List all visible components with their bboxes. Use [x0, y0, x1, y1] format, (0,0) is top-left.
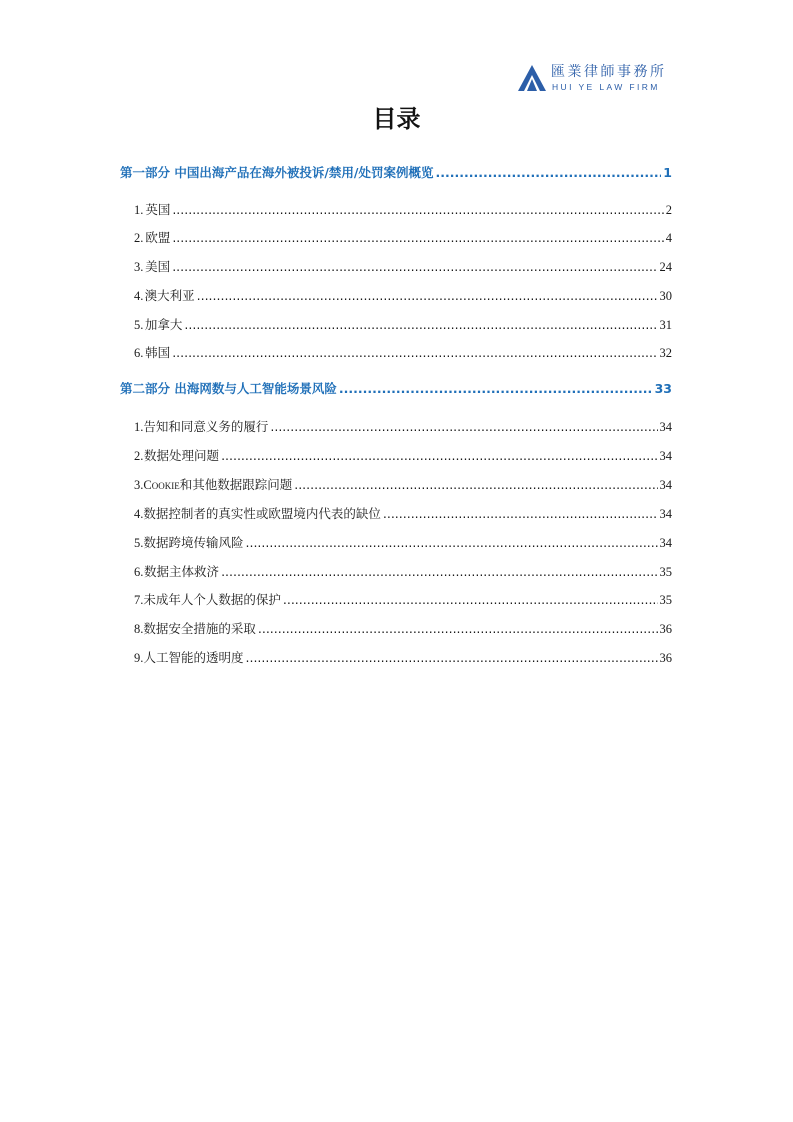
toc-item-label: 数据主体救济 [144, 564, 220, 579]
toc-page-number: 2 [665, 203, 672, 217]
toc-item[interactable] [120, 534, 672, 552]
toc-item-number: 1. [134, 203, 144, 217]
toc-leader-dots [221, 447, 657, 465]
toc-item[interactable] [120, 649, 672, 667]
toc-item[interactable] [120, 476, 672, 494]
toc-item-label: 加拿大 [144, 317, 183, 332]
toc-leader-dots [172, 258, 657, 276]
toc-leader-dots [197, 287, 658, 305]
toc-page-number: 35 [659, 565, 672, 579]
toc-item-label: 欧盟 [145, 230, 171, 245]
toc-leader-dots [294, 476, 657, 494]
toc-leader-dots [258, 620, 658, 638]
toc-item-label: 澳大利亚 [144, 288, 195, 303]
toc-page-number: 30 [659, 289, 672, 303]
toc-item-label: 和其他数据跟踪问题 [179, 477, 293, 492]
toc-leader-dots [339, 380, 653, 398]
toc-item-number: 2. [134, 449, 144, 463]
toc-leader-dots [246, 534, 658, 552]
triangle-mountain-icon [517, 64, 547, 92]
toc-page-number: 24 [659, 260, 672, 274]
toc-item[interactable] [120, 620, 672, 638]
toc-leader-dots [221, 563, 657, 581]
toc-leader-dots [435, 164, 661, 182]
toc-page-number: 4 [665, 231, 672, 245]
toc-item-number: 8. [134, 622, 144, 636]
toc-leader-dots [246, 649, 658, 667]
toc-page-number: 35 [659, 593, 672, 607]
toc-page-number: 34 [659, 536, 672, 550]
toc-page-number: 36 [659, 622, 672, 636]
toc-leader-dots [383, 505, 658, 523]
toc-item-label: 韩国 [145, 345, 171, 360]
toc-page-number: 34 [659, 507, 672, 521]
toc-item[interactable] [120, 563, 672, 581]
toc-page-number: 34 [659, 420, 672, 434]
toc-item-label: 数据处理问题 [144, 448, 220, 463]
toc-page-number: 33 [654, 381, 672, 396]
toc-item[interactable] [120, 344, 672, 362]
toc-page-number: 31 [659, 318, 672, 332]
toc-item[interactable] [120, 201, 672, 219]
toc-item[interactable] [120, 258, 672, 276]
toc-item-number: 3. [134, 260, 144, 274]
toc-item[interactable] [120, 447, 672, 465]
toc-item-number: 5. [134, 536, 144, 550]
toc-item[interactable] [120, 229, 672, 247]
toc-item-label: 数据控制者的真实性或欧盟境内代表的缺位 [143, 506, 381, 521]
toc-item-number: 5. [134, 318, 144, 332]
toc-item-number: 4. [134, 289, 144, 303]
toc-item[interactable] [120, 418, 672, 436]
toc-page-number: 36 [659, 651, 672, 665]
toc-item-label: 告知和同意义务的履行 [143, 419, 269, 434]
toc-item[interactable] [120, 316, 672, 334]
toc-item-number: 1. [134, 420, 144, 434]
toc-leader-dots [184, 316, 657, 334]
toc-item-number: 4. [134, 507, 144, 521]
law-firm-logo [517, 64, 677, 94]
toc-part-1[interactable] [120, 164, 672, 182]
toc-part-2[interactable] [120, 380, 672, 398]
toc-item-label: 人工智能的透明度 [143, 650, 244, 665]
toc-page-number: 34 [659, 478, 672, 492]
toc-leader-dots [172, 201, 663, 219]
toc-leader-dots [283, 591, 658, 609]
toc-item[interactable] [120, 505, 672, 523]
toc-leader-dots [172, 229, 663, 247]
toc-item-label: 未成年人个人数据的保护 [143, 592, 281, 607]
toc-page-number: 1 [663, 165, 672, 180]
toc-item-number: 6. [134, 346, 144, 360]
toc-item-number: 6. [134, 565, 144, 579]
page-title: 目录 [372, 105, 421, 133]
toc-item-number: 7. [134, 593, 144, 607]
toc-item-label: 数据跨境传输风险 [143, 535, 244, 550]
toc-item-number: 2. [134, 231, 144, 245]
toc-page-number: 32 [659, 346, 672, 360]
logo-chinese-name: 匯業律師事務所 [551, 64, 667, 80]
toc-item-label: 美国 [145, 259, 171, 274]
toc-item[interactable] [120, 591, 672, 609]
logo-english-name: HUI YE LAW FIRM [552, 82, 660, 92]
toc-item-label: 数据安全措施的采取 [143, 621, 256, 636]
toc-leader-dots [270, 418, 657, 436]
toc-part-label: 第一部分 中国出海产品在海外被投诉/禁用/处罚案例概览 [120, 165, 434, 180]
toc-item-label: 英国 [145, 202, 171, 217]
toc-item-label-prefix: Cookie [143, 478, 180, 492]
toc-item-number: 9. [134, 651, 144, 665]
toc-item[interactable] [120, 287, 672, 305]
toc-part-label: 第二部分 出海网数与人工智能场景风险 [120, 381, 337, 396]
toc-page-number: 34 [659, 449, 672, 463]
toc-item-number: 3. [134, 478, 144, 492]
toc-leader-dots [172, 344, 657, 362]
